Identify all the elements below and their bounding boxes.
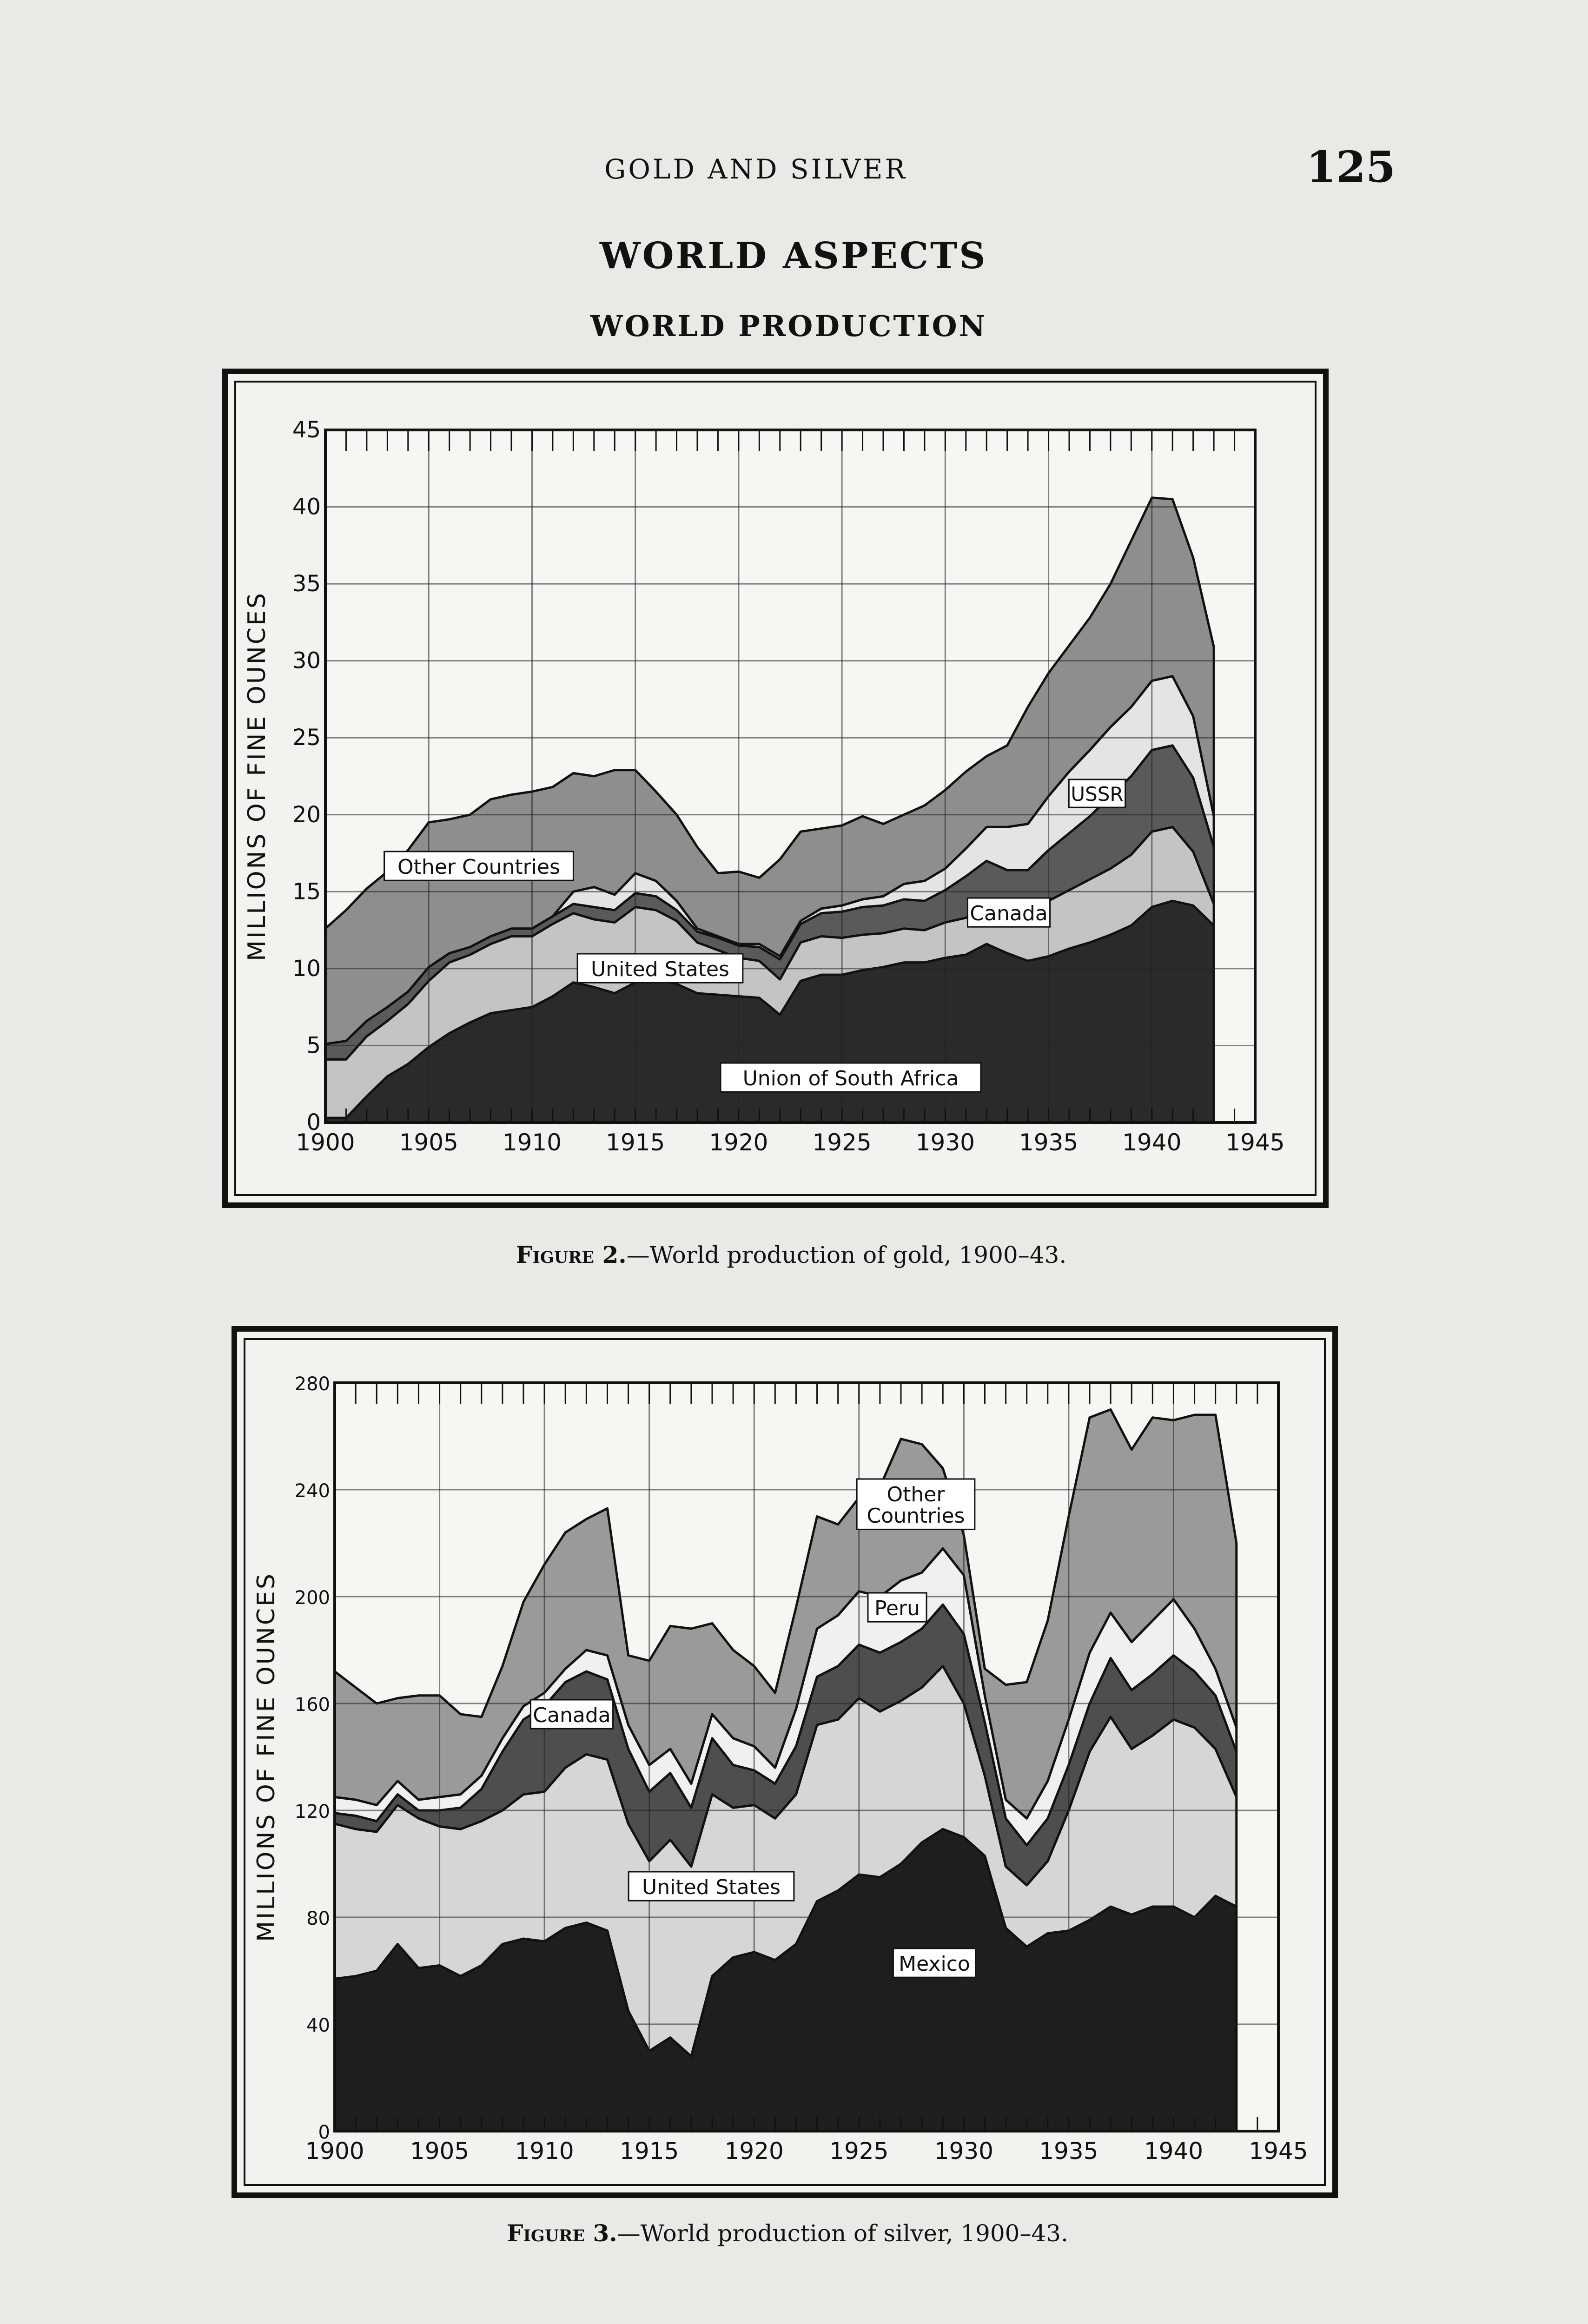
gold-x-tick-label: 1920	[709, 1129, 768, 1156]
silver-x-tick-label: 1930	[934, 2138, 993, 2165]
svg-text:Canada: Canada	[533, 1703, 611, 1727]
figure-3-label: Figure 3.	[507, 2219, 617, 2247]
silver-y-tick-label: 120	[294, 1801, 330, 1822]
gold-x-tick-label: 1940	[1122, 1129, 1182, 1156]
figure-2-label: Figure 2.	[516, 1241, 627, 1268]
gold-x-tick-label: 1935	[1019, 1129, 1079, 1156]
silver-y-tick-label: 40	[306, 2015, 330, 2036]
gold-y-tick-label: 15	[292, 878, 321, 905]
gold-chart	[228, 374, 1334, 1214]
figure-2-caption-text: —World production of gold, 1900–43.	[626, 1241, 1067, 1268]
silver-label-peru	[868, 1593, 926, 1622]
silver-x-tick-label: 1910	[515, 2138, 574, 2165]
gold-chart-frame	[222, 369, 1329, 1208]
page-number: 125	[1306, 142, 1396, 192]
silver-x-tick-label: 1905	[410, 2138, 470, 2165]
silver-label-united-states	[629, 1872, 794, 1901]
figure-2-caption	[516, 1241, 1066, 1268]
gold-x-tick-label: 1925	[812, 1129, 872, 1156]
gold-y-axis-label: MILLIONS OF FINE OUNCES	[243, 591, 271, 961]
gold-x-tick-label: 1915	[606, 1129, 665, 1156]
svg-text:USSR: USSR	[1071, 783, 1124, 805]
silver-x-tick-label: 1940	[1144, 2138, 1204, 2165]
silver-y-tick-label: 240	[294, 1480, 330, 1502]
gold-y-tick-label: 0	[306, 1109, 321, 1136]
gold-y-tick-label: 20	[292, 801, 321, 828]
gold-y-tick-label: 5	[306, 1032, 321, 1059]
gold-y-tick-label: 30	[292, 647, 321, 674]
silver-y-axis-label: MILLIONS OF FINE OUNCES	[252, 1572, 280, 1942]
figure-3-caption	[507, 2219, 1068, 2247]
svg-text:Peru: Peru	[874, 1597, 920, 1620]
gold-label-canada	[967, 898, 1050, 927]
silver-x-tick-label: 1945	[1249, 2138, 1308, 2165]
silver-y-tick-label: 160	[294, 1694, 330, 1716]
gold-y-tick-label: 10	[292, 955, 321, 982]
silver-y-tick-label: 280	[294, 1373, 330, 1395]
svg-text:Mexico: Mexico	[899, 1952, 970, 1976]
silver-label-canada	[530, 1700, 613, 1729]
gold-x-tick-label: 1930	[915, 1129, 975, 1156]
silver-x-tick-label: 1920	[724, 2138, 784, 2165]
gold-x-tick-label: 1900	[296, 1129, 355, 1156]
silver-x-tick-label: 1900	[305, 2138, 364, 2165]
gold-y-tick-label: 40	[292, 494, 321, 520]
running-head: GOLD AND SILVER	[604, 153, 908, 185]
svg-text:United States: United States	[642, 1875, 781, 1899]
svg-text:Other: Other	[887, 1483, 945, 1506]
silver-y-tick-label: 80	[306, 1908, 330, 1929]
silver-chart-frame	[232, 1326, 1338, 2198]
svg-text:Other Countries: Other Countries	[397, 855, 560, 879]
gold-label-united-states	[577, 954, 743, 983]
gold-label-ussr	[1069, 779, 1125, 807]
silver-chart	[237, 1332, 1343, 2204]
svg-text:United States: United States	[591, 957, 729, 981]
silver-x-tick-label: 1915	[620, 2138, 679, 2165]
gold-y-tick-label: 45	[292, 417, 321, 443]
silver-x-tick-label: 1925	[829, 2138, 889, 2165]
svg-text:Union of South Africa: Union of South Africa	[742, 1067, 959, 1090]
silver-y-tick-label: 200	[294, 1587, 330, 1609]
section-subtitle: WORLD PRODUCTION	[590, 309, 987, 343]
gold-x-tick-label: 1910	[502, 1129, 562, 1156]
silver-y-tick-label: 0	[318, 2122, 330, 2143]
gold-x-tick-label: 1945	[1225, 1129, 1285, 1156]
svg-text:Countries: Countries	[867, 1504, 965, 1528]
gold-x-tick-label: 1905	[399, 1129, 458, 1156]
svg-text:Canada: Canada	[970, 902, 1048, 925]
figure-3-caption-text: —World production of silver, 1900–43.	[617, 2220, 1068, 2247]
gold-label-other-countries	[384, 852, 574, 880]
gold-y-tick-label: 25	[292, 725, 321, 751]
silver-x-tick-label: 1935	[1039, 2138, 1098, 2165]
section-title: WORLD ASPECTS	[600, 235, 987, 277]
silver-label-mexico	[893, 1948, 975, 1977]
gold-y-tick-label: 35	[292, 571, 321, 597]
gold-label-union-of-south-africa	[721, 1063, 981, 1092]
silver-label-other-countries	[857, 1479, 975, 1529]
